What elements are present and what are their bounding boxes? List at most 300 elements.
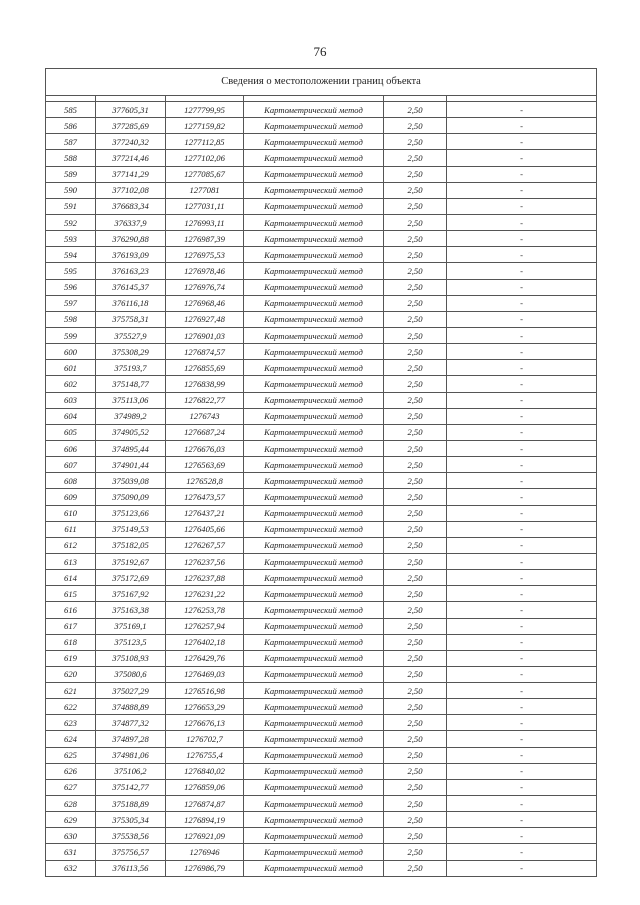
- cell-accuracy: 2,50: [384, 521, 447, 537]
- cell-method: Картометрический метод: [244, 796, 384, 812]
- cell-coord-x: 375113,06: [96, 392, 166, 408]
- cell-coord-x: 375123,66: [96, 505, 166, 521]
- cell-point-number: 604: [46, 408, 96, 424]
- cell-point-number: 616: [46, 602, 96, 618]
- cell-coord-y: 1277799,95: [166, 102, 244, 118]
- cell-method: Картометрический метод: [244, 311, 384, 327]
- cell-coord-x: 375169,1: [96, 618, 166, 634]
- cell-method: Картометрический метод: [244, 489, 384, 505]
- cell-coord-y: 1276894,19: [166, 812, 244, 828]
- cell-method: Картометрический метод: [244, 344, 384, 360]
- cell-coord-y: 1276743: [166, 408, 244, 424]
- cell-coord-x: 375108,93: [96, 650, 166, 666]
- cell-method: Картометрический метод: [244, 812, 384, 828]
- cell-coord-y: 1276874,57: [166, 344, 244, 360]
- cell-point-number: 623: [46, 715, 96, 731]
- cell-coord-x: 374888,89: [96, 699, 166, 715]
- cell-description: -: [447, 763, 597, 779]
- cell-accuracy: 2,50: [384, 844, 447, 860]
- cell-method: Картометрический метод: [244, 279, 384, 295]
- cell-accuracy: 2,50: [384, 553, 447, 569]
- cell-accuracy: 2,50: [384, 457, 447, 473]
- cell-description: -: [447, 828, 597, 844]
- cell-coord-x: 375080,6: [96, 666, 166, 682]
- cell-method: Картометрический метод: [244, 586, 384, 602]
- cell-description: -: [447, 231, 597, 247]
- cell-description: -: [447, 796, 597, 812]
- cell-accuracy: 2,50: [384, 634, 447, 650]
- table-row: [46, 166, 597, 182]
- cell-coord-x: 375172,69: [96, 570, 166, 586]
- cell-coord-x: 376337,9: [96, 214, 166, 230]
- cell-coord-x: 374989,2: [96, 408, 166, 424]
- cell-point-number: 624: [46, 731, 96, 747]
- cell-accuracy: 2,50: [384, 327, 447, 343]
- table-row: [46, 860, 597, 876]
- cell-method: Картометрический метод: [244, 295, 384, 311]
- table-row: [46, 586, 597, 602]
- cell-accuracy: 2,50: [384, 747, 447, 763]
- cell-accuracy: 2,50: [384, 263, 447, 279]
- cell-point-number: 602: [46, 376, 96, 392]
- cell-accuracy: 2,50: [384, 537, 447, 553]
- table-row: [46, 311, 597, 327]
- table-row: [46, 295, 597, 311]
- cell-coord-x: 375308,29: [96, 344, 166, 360]
- table-row: [46, 214, 597, 230]
- cell-point-number: 605: [46, 424, 96, 440]
- cell-coord-y: 1276968,46: [166, 295, 244, 311]
- table-row: [46, 666, 597, 682]
- cell-accuracy: 2,50: [384, 166, 447, 182]
- cell-description: -: [447, 150, 597, 166]
- cell-description: -: [447, 408, 597, 424]
- table-row: [46, 650, 597, 666]
- cell-point-number: 619: [46, 650, 96, 666]
- cell-coord-y: 1277085,67: [166, 166, 244, 182]
- cell-description: -: [447, 844, 597, 860]
- cell-method: Картометрический метод: [244, 231, 384, 247]
- table-row: [46, 457, 597, 473]
- cell-accuracy: 2,50: [384, 150, 447, 166]
- cell-coord-x: 375193,7: [96, 360, 166, 376]
- cell-point-number: 597: [46, 295, 96, 311]
- cell-coord-x: 376145,37: [96, 279, 166, 295]
- table-row: [46, 844, 597, 860]
- cell-coord-y: 1276437,21: [166, 505, 244, 521]
- cell-point-number: 609: [46, 489, 96, 505]
- cell-accuracy: 2,50: [384, 424, 447, 440]
- cell-description: -: [447, 295, 597, 311]
- cell-coord-y: 1276653,29: [166, 699, 244, 715]
- cell-accuracy: 2,50: [384, 392, 447, 408]
- cell-coord-x: 376290,88: [96, 231, 166, 247]
- cell-point-number: 598: [46, 311, 96, 327]
- cell-coord-y: 1276921,09: [166, 828, 244, 844]
- cell-point-number: 625: [46, 747, 96, 763]
- cell-point-number: 613: [46, 553, 96, 569]
- cell-coord-x: 375758,31: [96, 311, 166, 327]
- cell-coord-x: 376193,09: [96, 247, 166, 263]
- cell-accuracy: 2,50: [384, 214, 447, 230]
- cell-description: -: [447, 489, 597, 505]
- cell-coord-x: 375106,2: [96, 763, 166, 779]
- table-row: [46, 392, 597, 408]
- table-row: [46, 247, 597, 263]
- cell-coord-x: 375188,89: [96, 796, 166, 812]
- cell-coord-x: 377285,69: [96, 118, 166, 134]
- cell-accuracy: 2,50: [384, 570, 447, 586]
- cell-description: -: [447, 457, 597, 473]
- table-row: [46, 118, 597, 134]
- table-row: [46, 150, 597, 166]
- cell-coord-x: 374905,52: [96, 424, 166, 440]
- table-row: [46, 344, 597, 360]
- cell-coord-y: 1276993,11: [166, 214, 244, 230]
- cell-description: -: [447, 666, 597, 682]
- cell-coord-y: 1276402,18: [166, 634, 244, 650]
- cell-description: -: [447, 537, 597, 553]
- cell-point-number: 600: [46, 344, 96, 360]
- cell-point-number: 620: [46, 666, 96, 682]
- cell-coord-x: 375148,77: [96, 376, 166, 392]
- cell-coord-x: 376163,23: [96, 263, 166, 279]
- cell-coord-y: 1276986,79: [166, 860, 244, 876]
- cell-coord-x: 377605,31: [96, 102, 166, 118]
- cell-coord-y: 1276676,03: [166, 440, 244, 456]
- cell-method: Картометрический метод: [244, 666, 384, 682]
- table-row: [46, 763, 597, 779]
- cell-coord-x: 376116,18: [96, 295, 166, 311]
- cell-coord-x: 374877,32: [96, 715, 166, 731]
- cell-point-number: 606: [46, 440, 96, 456]
- cell-description: -: [447, 602, 597, 618]
- cell-accuracy: 2,50: [384, 489, 447, 505]
- cell-description: -: [447, 570, 597, 586]
- cell-description: -: [447, 553, 597, 569]
- cell-accuracy: 2,50: [384, 360, 447, 376]
- table-row: [46, 731, 597, 747]
- cell-method: Картометрический метод: [244, 650, 384, 666]
- cell-description: -: [447, 376, 597, 392]
- cell-description: -: [447, 473, 597, 489]
- cell-description: -: [447, 860, 597, 876]
- cell-coord-x: 375182,05: [96, 537, 166, 553]
- cell-method: Картометрический метод: [244, 360, 384, 376]
- cell-coord-y: 1276687,24: [166, 424, 244, 440]
- cell-coord-y: 1276528,8: [166, 473, 244, 489]
- cell-description: -: [447, 182, 597, 198]
- cell-description: -: [447, 699, 597, 715]
- table-row: [46, 602, 597, 618]
- cell-coord-y: 1277102,06: [166, 150, 244, 166]
- cell-coord-x: 375090,09: [96, 489, 166, 505]
- cell-coord-y: 1276267,57: [166, 537, 244, 553]
- cell-point-number: 592: [46, 214, 96, 230]
- cell-coord-y: 1276257,94: [166, 618, 244, 634]
- cell-point-number: 586: [46, 118, 96, 134]
- cell-accuracy: 2,50: [384, 731, 447, 747]
- cell-method: Картометрический метод: [244, 457, 384, 473]
- cell-accuracy: 2,50: [384, 344, 447, 360]
- cell-accuracy: 2,50: [384, 473, 447, 489]
- cell-description: -: [447, 618, 597, 634]
- table-row: [46, 279, 597, 295]
- cell-accuracy: 2,50: [384, 505, 447, 521]
- cell-method: Картометрический метод: [244, 327, 384, 343]
- cell-method: Картометрический метод: [244, 683, 384, 699]
- cell-description: -: [447, 715, 597, 731]
- cell-description: -: [447, 102, 597, 118]
- table-row: [46, 102, 597, 118]
- table-row: [46, 747, 597, 763]
- cell-accuracy: 2,50: [384, 763, 447, 779]
- cell-accuracy: 2,50: [384, 408, 447, 424]
- table-row: [46, 489, 597, 505]
- cell-accuracy: 2,50: [384, 118, 447, 134]
- cell-description: -: [447, 279, 597, 295]
- cell-method: Картометрический метод: [244, 392, 384, 408]
- cell-coord-y: 1276975,53: [166, 247, 244, 263]
- cell-coord-y: 1276946: [166, 844, 244, 860]
- cell-point-number: 631: [46, 844, 96, 860]
- cell-point-number: 591: [46, 198, 96, 214]
- cell-description: -: [447, 634, 597, 650]
- cell-description: -: [447, 586, 597, 602]
- table-row: [46, 779, 597, 795]
- cell-coord-y: 1276253,78: [166, 602, 244, 618]
- table-row: [46, 683, 597, 699]
- cell-coord-y: 1276702,7: [166, 731, 244, 747]
- cell-coord-y: 1276838,99: [166, 376, 244, 392]
- cell-description: -: [447, 731, 597, 747]
- cell-method: Картометрический метод: [244, 763, 384, 779]
- cell-coord-y: 1277031,11: [166, 198, 244, 214]
- table-row: [46, 618, 597, 634]
- cell-method: Картометрический метод: [244, 537, 384, 553]
- cell-description: -: [447, 247, 597, 263]
- cell-point-number: 594: [46, 247, 96, 263]
- cell-method: Картометрический метод: [244, 731, 384, 747]
- cell-method: Картометрический метод: [244, 182, 384, 198]
- cell-coord-y: 1276987,39: [166, 231, 244, 247]
- cell-point-number: 608: [46, 473, 96, 489]
- cell-point-number: 628: [46, 796, 96, 812]
- cell-coord-y: 1276840,02: [166, 763, 244, 779]
- cell-method: Картометрический метод: [244, 440, 384, 456]
- cell-coord-y: 1276676,13: [166, 715, 244, 731]
- cell-coord-y: 1276855,69: [166, 360, 244, 376]
- cell-coord-y: 1276516,98: [166, 683, 244, 699]
- cell-coord-x: 375756,57: [96, 844, 166, 860]
- cell-accuracy: 2,50: [384, 182, 447, 198]
- cell-accuracy: 2,50: [384, 618, 447, 634]
- cell-description: -: [447, 118, 597, 134]
- cell-method: Картометрический метод: [244, 779, 384, 795]
- cell-point-number: 585: [46, 102, 96, 118]
- table-row: [46, 198, 597, 214]
- cell-coord-x: 376683,34: [96, 198, 166, 214]
- table-row: [46, 812, 597, 828]
- cell-accuracy: 2,50: [384, 134, 447, 150]
- cell-method: Картометрический метод: [244, 828, 384, 844]
- cell-method: Картометрический метод: [244, 376, 384, 392]
- cell-accuracy: 2,50: [384, 699, 447, 715]
- cell-description: -: [447, 440, 597, 456]
- cell-coord-x: 377141,29: [96, 166, 166, 182]
- cell-accuracy: 2,50: [384, 828, 447, 844]
- cell-point-number: 618: [46, 634, 96, 650]
- cell-point-number: 610: [46, 505, 96, 521]
- cell-point-number: 603: [46, 392, 96, 408]
- cell-point-number: 590: [46, 182, 96, 198]
- cell-coord-y: 1276755,4: [166, 747, 244, 763]
- cell-description: -: [447, 505, 597, 521]
- cell-coord-y: 1277081: [166, 182, 244, 198]
- cell-method: Картометрический метод: [244, 214, 384, 230]
- table-row: [46, 828, 597, 844]
- cell-point-number: 599: [46, 327, 96, 343]
- cell-accuracy: 2,50: [384, 198, 447, 214]
- table-row: [46, 553, 597, 569]
- cell-accuracy: 2,50: [384, 440, 447, 456]
- cell-method: Картометрический метод: [244, 505, 384, 521]
- cell-accuracy: 2,50: [384, 279, 447, 295]
- cell-coord-y: 1276473,57: [166, 489, 244, 505]
- cell-point-number: 612: [46, 537, 96, 553]
- cell-coord-y: 1276859,06: [166, 779, 244, 795]
- cell-accuracy: 2,50: [384, 796, 447, 812]
- table-row: [46, 263, 597, 279]
- cell-description: -: [447, 779, 597, 795]
- cell-method: Картометрический метод: [244, 408, 384, 424]
- cell-coord-y: 1276874,87: [166, 796, 244, 812]
- cell-description: -: [447, 134, 597, 150]
- cell-point-number: 614: [46, 570, 96, 586]
- table-row: [46, 424, 597, 440]
- cell-point-number: 587: [46, 134, 96, 150]
- cell-method: Картометрический метод: [244, 166, 384, 182]
- cell-accuracy: 2,50: [384, 231, 447, 247]
- cell-accuracy: 2,50: [384, 812, 447, 828]
- cell-accuracy: 2,50: [384, 860, 447, 876]
- cell-accuracy: 2,50: [384, 376, 447, 392]
- table-row: [46, 134, 597, 150]
- cell-point-number: 621: [46, 683, 96, 699]
- cell-accuracy: 2,50: [384, 247, 447, 263]
- cell-description: -: [447, 521, 597, 537]
- table-row: [46, 521, 597, 537]
- cell-method: Картометрический метод: [244, 134, 384, 150]
- table-row: [46, 360, 597, 376]
- cell-coord-y: 1276563,69: [166, 457, 244, 473]
- table-row: [46, 473, 597, 489]
- cell-method: Картометрический метод: [244, 424, 384, 440]
- cell-accuracy: 2,50: [384, 586, 447, 602]
- table-title: Сведения о местоположении границ объекта: [46, 69, 597, 96]
- cell-method: Картометрический метод: [244, 198, 384, 214]
- cell-coord-y: 1276469,03: [166, 666, 244, 682]
- cell-point-number: 627: [46, 779, 96, 795]
- cell-coord-y: 1277112,85: [166, 134, 244, 150]
- cell-coord-x: 375305,34: [96, 812, 166, 828]
- cell-coord-y: 1276429,76: [166, 650, 244, 666]
- table-row: [46, 715, 597, 731]
- table-body: [46, 69, 597, 877]
- cell-coord-y: 1276901,03: [166, 327, 244, 343]
- table-row: [46, 570, 597, 586]
- cell-coord-x: 375149,53: [96, 521, 166, 537]
- cell-point-number: 617: [46, 618, 96, 634]
- cell-method: Картометрический метод: [244, 150, 384, 166]
- cell-accuracy: 2,50: [384, 311, 447, 327]
- cell-description: -: [447, 198, 597, 214]
- cell-description: -: [447, 650, 597, 666]
- table-row: [46, 376, 597, 392]
- cell-coord-y: 1276978,46: [166, 263, 244, 279]
- cell-description: -: [447, 166, 597, 182]
- cell-point-number: 622: [46, 699, 96, 715]
- table-row: [46, 440, 597, 456]
- cell-method: Картометрический метод: [244, 618, 384, 634]
- cell-coord-y: 1276976,74: [166, 279, 244, 295]
- cell-description: -: [447, 360, 597, 376]
- cell-method: Картометрический метод: [244, 860, 384, 876]
- table-row: [46, 634, 597, 650]
- cell-coord-x: 376113,56: [96, 860, 166, 876]
- cell-point-number: 632: [46, 860, 96, 876]
- cell-coord-x: 375142,77: [96, 779, 166, 795]
- cell-coord-x: 375027,29: [96, 683, 166, 699]
- cell-description: -: [447, 327, 597, 343]
- cell-description: -: [447, 311, 597, 327]
- cell-point-number: 596: [46, 279, 96, 295]
- cell-point-number: 629: [46, 812, 96, 828]
- table-row: [46, 505, 597, 521]
- table-row: [46, 408, 597, 424]
- cell-coord-y: 1276237,88: [166, 570, 244, 586]
- table-row: [46, 182, 597, 198]
- cell-coord-x: 374901,44: [96, 457, 166, 473]
- cell-method: Картометрический метод: [244, 553, 384, 569]
- cell-method: Картометрический метод: [244, 263, 384, 279]
- cell-point-number: 593: [46, 231, 96, 247]
- cell-accuracy: 2,50: [384, 295, 447, 311]
- cell-coord-x: 374895,44: [96, 440, 166, 456]
- cell-coord-x: 375123,5: [96, 634, 166, 650]
- cell-method: Картометрический метод: [244, 715, 384, 731]
- cell-coord-x: 375039,08: [96, 473, 166, 489]
- cell-method: Картометрический метод: [244, 699, 384, 715]
- cell-accuracy: 2,50: [384, 602, 447, 618]
- cell-method: Картометрический метод: [244, 747, 384, 763]
- cell-method: Картометрический метод: [244, 118, 384, 134]
- cell-coord-x: 377102,08: [96, 182, 166, 198]
- cell-coord-x: 375538,56: [96, 828, 166, 844]
- cell-description: -: [447, 683, 597, 699]
- cell-method: Картометрический метод: [244, 102, 384, 118]
- table-row: [46, 796, 597, 812]
- cell-point-number: 611: [46, 521, 96, 537]
- cell-method: Картометрический метод: [244, 570, 384, 586]
- cell-method: Картометрический метод: [244, 521, 384, 537]
- cell-method: Картометрический метод: [244, 634, 384, 650]
- cell-coord-x: 377214,46: [96, 150, 166, 166]
- cell-coord-x: 374981,06: [96, 747, 166, 763]
- cell-description: -: [447, 812, 597, 828]
- cell-accuracy: 2,50: [384, 715, 447, 731]
- cell-method: Картометрический метод: [244, 473, 384, 489]
